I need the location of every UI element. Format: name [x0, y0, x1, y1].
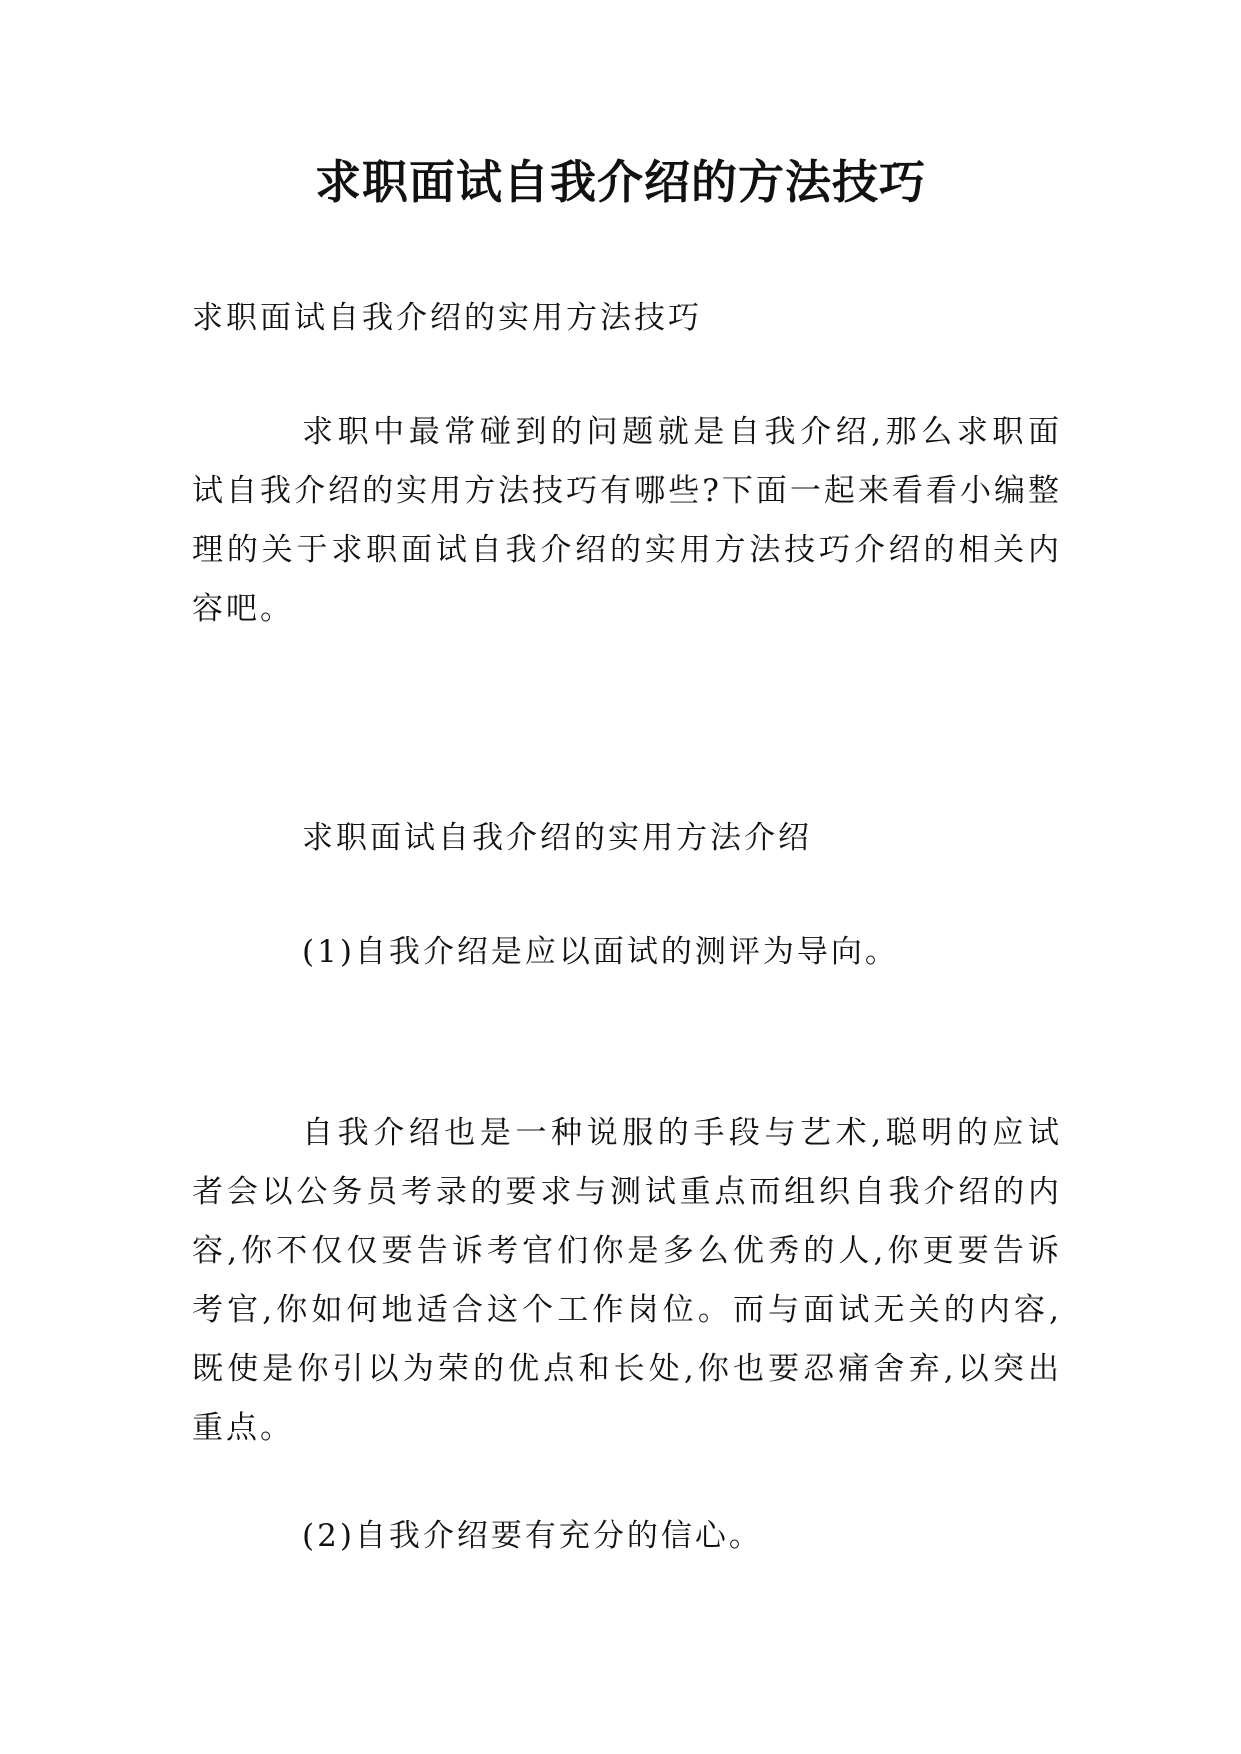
document-subtitle: 求职面试自我介绍的实用方法技巧	[192, 300, 702, 336]
intro-paragraph: 求职中最常碰到的问题就是自我介绍,那么求职面试自我介绍的实用方法技巧有哪些?下面一起来看看小编整理的关于求职面试自我介绍的实用方法技巧介绍的相关内容吧。	[192, 414, 1062, 627]
point-1-heading: (1)自我介绍是应以面试的测评为导向。	[302, 934, 899, 970]
point-1-paragraph: 自我介绍也是一种说服的手段与艺术,聪明的应试者会以公务员考录的要求与测试重点而组织自我介绍的内容,你不仅仅要告诉考官们你是多么优秀的人,你更要告诉考官,你如何地适合这个工作岗位。而与面试无关的内容,既使是你引以为荣的优点和长处,你也要忍痛舍弃,以突出重点。	[192, 1115, 1062, 1446]
point-2-heading: (2)自我介绍要有充分的信心。	[302, 1518, 763, 1554]
section-heading: 求职面试自我介绍的实用方法介绍	[302, 820, 812, 856]
document-title: 求职面试自我介绍的方法技巧	[315, 155, 926, 209]
